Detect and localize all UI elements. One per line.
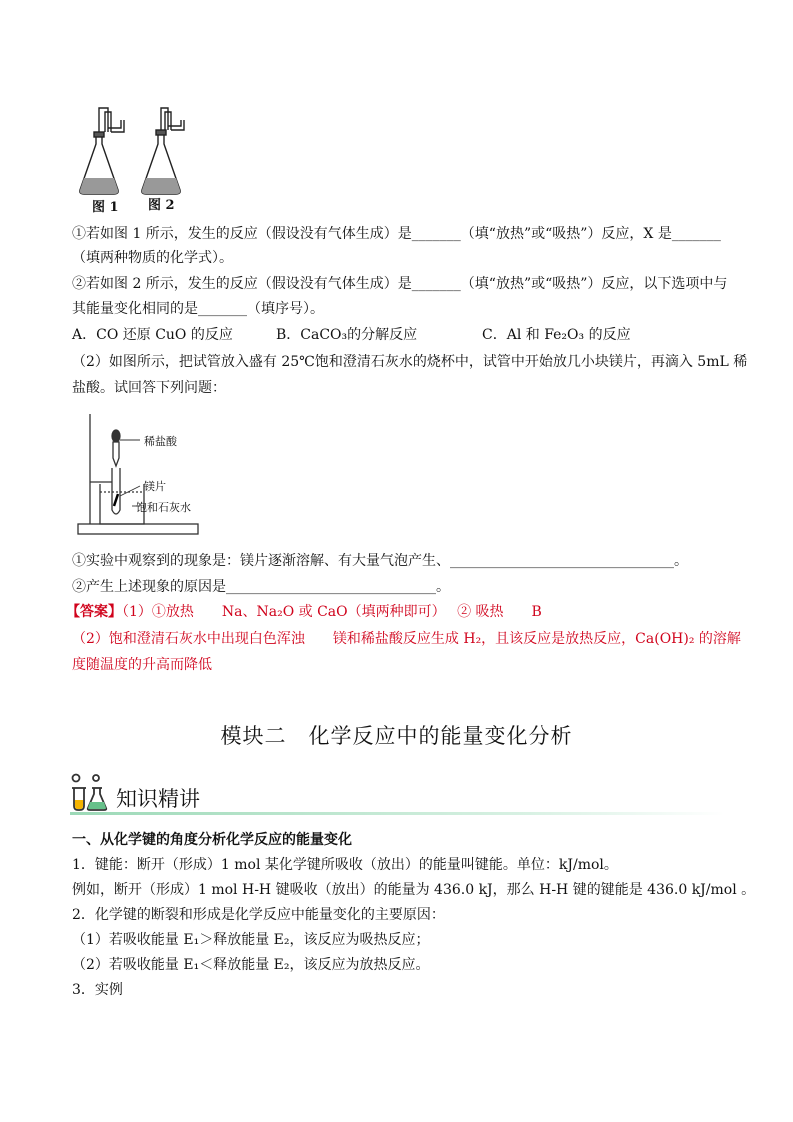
answer-text-1: （1）①放热 Na、Na₂O 或 CaO（填两种即可） ② 吸热 B (122, 604, 542, 620)
apparatus-drawing (76, 410, 206, 538)
section-title: 知识精讲 (116, 787, 200, 811)
module-title: 模块二 化学反应中的能量变化分析 (220, 724, 573, 748)
question-1b-line-1: ②若如图 2 所示，发生的反应（假设没有气体生成）是_______（填“放热”或“吸热”）反应，以下选项中与 (72, 276, 728, 292)
section-underline (70, 812, 725, 815)
question-2-line-1: （2）如图所示，把试管放入盛有 25℃饱和澄清石灰水的烧杯中，试管中开始放几小块镁片，再滴入 5mL 稀 (72, 354, 748, 370)
question-1a-line-2: （填两种物质的化学式）。 (72, 250, 233, 266)
flask-figures (74, 100, 214, 200)
figure-2-label: 图 2 (148, 198, 175, 213)
answer-tag: 【答案】 (66, 604, 122, 620)
label-limewater: 饱和石灰水 (136, 501, 191, 514)
label-line-mg (120, 486, 140, 496)
label-dilute-acid: 稀盐酸 (144, 435, 177, 448)
figure-1-label: 图 1 (92, 200, 119, 215)
answer-line-1 (66, 602, 542, 622)
knowledge-item-1: 1．键能：断开（形成）1 mol 某化学键所吸收（放出）的能量叫键能。单位：kJ/mol。 (72, 857, 618, 873)
question-1b-line-2: 其能量变化相同的是_______（填序号）。 (72, 301, 324, 317)
knowledge-item-1-example: 例如，断开（形成）1 mol H-H 键吸收（放出）的能量为 436.0 kJ，那么 H-H 键的键能是 436.0 kJ/mol 。 (72, 882, 756, 898)
option-a: A．CO 还原 CuO 的反应 (72, 327, 233, 343)
knowledge-item-2a: （1）若吸收能量 E₁＞释放能量 E₂，该反应为吸热反应； (72, 932, 430, 948)
knowledge-item-2: 2．化学键的断裂和形成是化学反应中能量变化的主要原因： (72, 907, 445, 923)
question-1a-line-1: ①若如图 1 所示，发生的反应（假设没有气体生成）是_______（填“放热”或“吸热”）反应，X 是_______ (72, 226, 721, 242)
question-2-observe: ①实验中观察到的现象是：镁片逐渐溶解、有大量气泡产生、________________________________。 (72, 553, 688, 569)
flask-1-solid (80, 178, 118, 194)
question-2-line-2: 盐酸。试回答下列问题： (72, 380, 226, 396)
knowledge-heading: 一、从化学键的角度分析化学反应的能量变化 (72, 832, 352, 848)
label-mg-strip: 镁片 (144, 480, 166, 493)
question-2-reason: ②产生上述现象的原因是______________________________。 (72, 579, 450, 595)
answer-line-3: 度随温度的升高而降低 (72, 657, 212, 673)
knowledge-item-2b: （2）若吸收能量 E₁＜释放能量 E₂，该反应为放热反应。 (72, 957, 430, 973)
mg-strip (114, 494, 118, 506)
lab-flask-icon (68, 772, 110, 812)
knowledge-item-3: 3．实例 (72, 982, 123, 998)
answer-line-2: （2）饱和澄清石灰水中出现白色浑浊 镁和稀盐酸反应生成 H₂，且该反应是放热反应，Ca(OH)₂ 的溶解 (72, 631, 741, 647)
flask-2-solid (142, 178, 180, 194)
option-b: B．CaCO₃的分解反应 (276, 327, 418, 343)
option-c: C．Al 和 Fe₂O₃ 的反应 (482, 327, 631, 343)
